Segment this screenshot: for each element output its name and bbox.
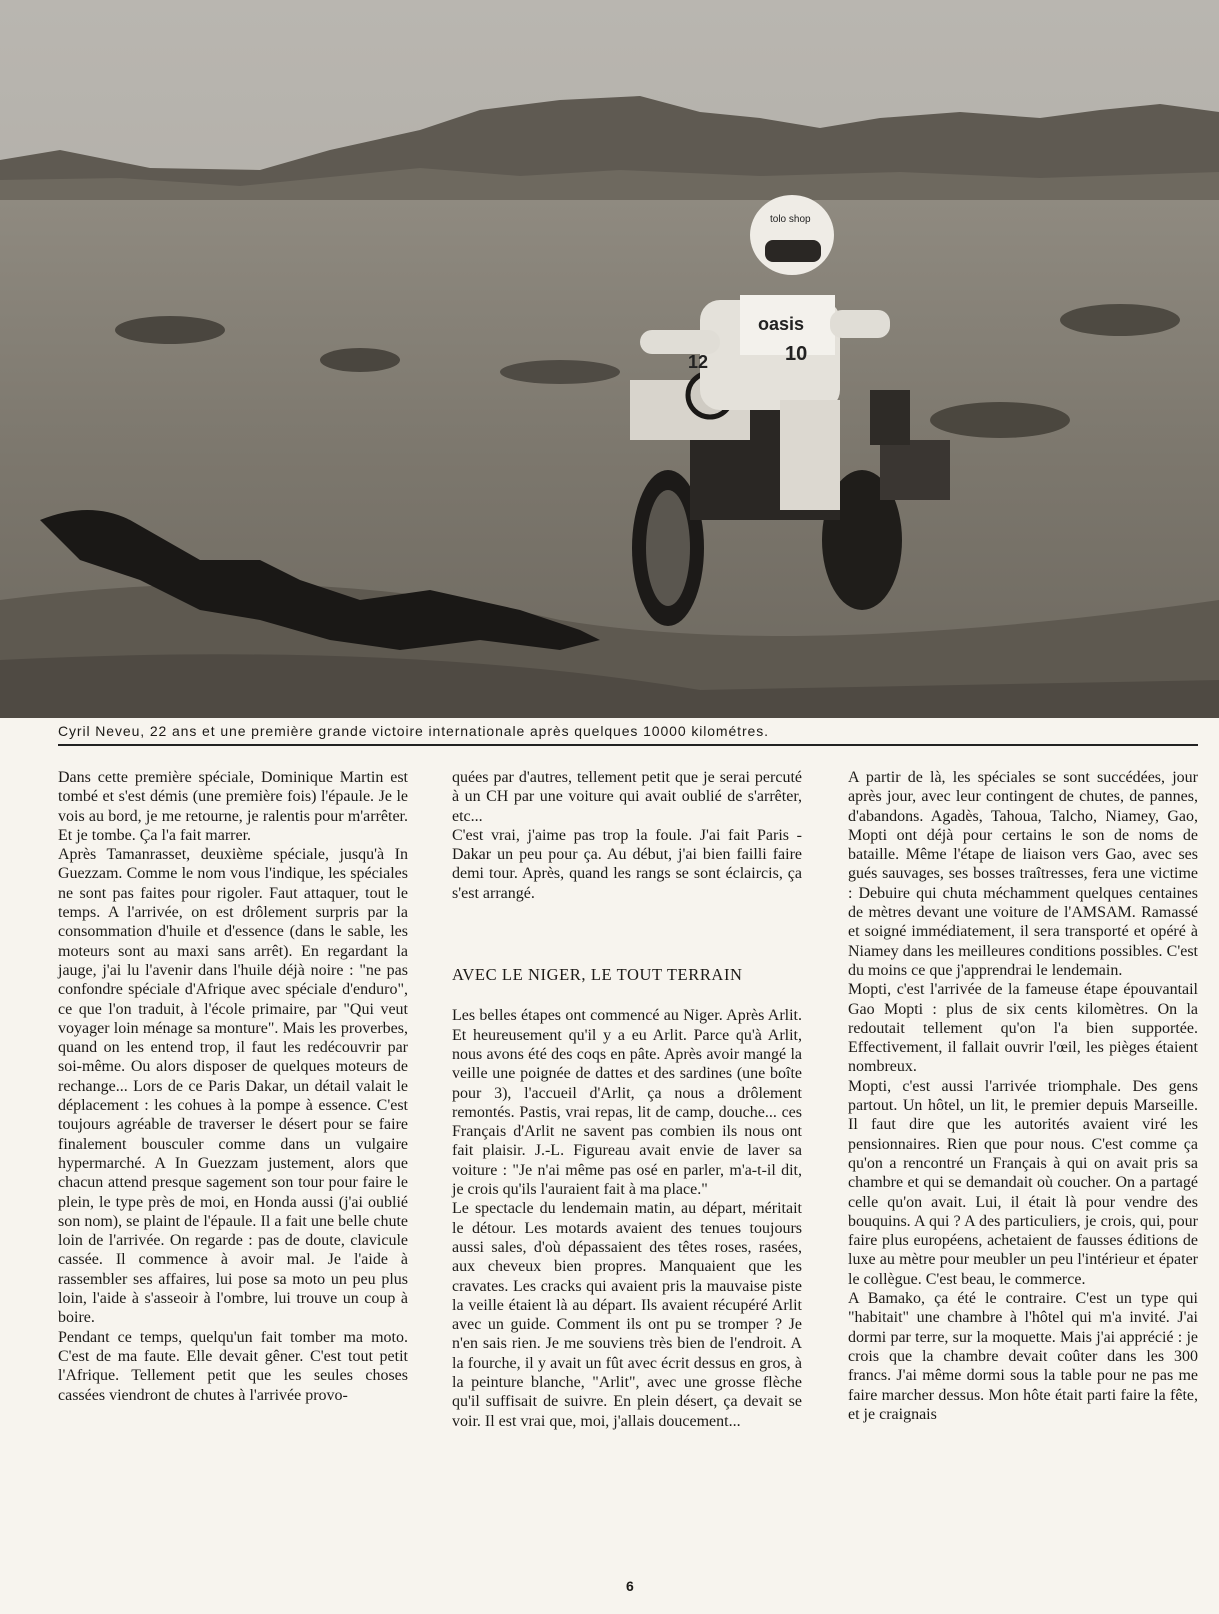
paragraph: quées par d'autres, tellement petit que je serai percuté à un CH par une voiture qui avait oublié de s'arrêter, etc... [452,769,802,825]
paragraph: C'est vrai, j'aime pas trop la foule. J'ai fait Paris - Dakar un peu pour ça. Au début, j'ai bien failli faire demi tour. Après, quand les rangs se sont éclaircis, ça s'est arrangé. [452,826,802,902]
rally-photo [0,0,1219,718]
article-column-3 [848,768,1198,1424]
paragraph: Les belles étapes ont commencé au Niger. Après Arlit. Et heureusement qu'il y a eu Arlit. Parce qu'à Arlit, nous avons été des coqs en pâte. Après avoir mangé la veille une poignée de dattes et des sardines (une boîte pour 3), l'accueil d'Arlit, ça nous a drôlement remontés. Pastis, vrai repas, lit de camp, douche... ces Français d'Arlit ne savent pas combien ils nous ont fait plaisir. J.-L. Figureau avait envie de laver sa voiture : "Je n'ai même pas osé en parler, m'a-t-il dit, je crois qu'ils l'auraient fait à ma place." [452,1007,802,1199]
paragraph: Mopti, c'est l'arrivée de la fameuse étape épouvantail Gao Mopti : plus de six cents kilomètres. On la redoutait tellement qu'on l'a bien supportée. Effectivement, il fallait ouvrir l'œil, les pièges étaient nombreux. [848,981,1198,1076]
section-heading: AVEC LE NIGER, LE TOUT TERRAIN [452,965,743,985]
paragraph: A Bamako, ça été le contraire. C'est un type qui "habitait" une chambre à l'hôtel qui m'a invité. J'ai dormi par terre, sur la moquette. Mais j'ai apprécié : je crois que la chambre devait coûter dans les 300 francs. J'ai même dormi sous la table pour ne pas me faire marcher dessus. Mon hôte était parti faire la fête, et je craignais [848,1290,1198,1423]
page-number: 6 [626,1578,634,1594]
article-column-2 [452,768,802,1431]
caption-divider [58,744,1198,746]
paragraph: Le spectacle du lendemain matin, au départ, méritait le détour. Les motards avaient des tenues toujours aussi sales, d'où dépassaient des têtes roses, rasées, aux cheveux bien propres. Manquaient que les cravates. Les cracks qui avaient pris la mauvaise piste la veille étaient là au départ. Ils avaient récupéré Arlit avec un guide. Comment ils ont pu se tromper ? Je n'en sais rien. Je me souviens très bien de l'endroit. A la fourche, il y avait un fût avec écrit dessus en gros, à la peinture blanche, "Arlit", avec une grosse flèche qu'il suffisait de suivre. En plein désert, ça devait se voir. Il est vrai que, moi, j'allais doucement... [452,1200,802,1430]
article-column-1 [58,768,408,1405]
desert-motorcycle-image [0,0,1219,718]
bib-text: oasis [758,314,805,334]
plate-number: 12 [688,352,709,372]
paragraph: Après Tamanrasset, deuxième spéciale, jusqu'à In Guezzam. Comme le nom vous l'indique, les spéciales ne sont pas faites pour rigoler. Faut attaquer, tout le temps. A l'arrivée, on est drôlement surpris par la consommation d'huile et d'essence (dans le sable, les moteurs sont au maxi sans arrêt). En regardant la jauge, j'ai lu l'avenir dans l'huile déjà noire : "ne pas confondre spéciale d'Afrique avec spéciale d'enduro", ce que l'on traduit, à l'école primaire, par "Qui veut voyager loin ménage sa monture". Mais les proverbes, quand on les entend trop, il faut les redécouvrir par soi-même. Ou alors disposer de quelques moteurs de rechange... Lors de ce Paris Dakar, un détail valait le déplacement : les cohues à la pompe à essence. C'est toujours agréable de traverser le désert pour se faire finalement bousculer comme dans un vulgaire hypermarché. A In Guezzam justement, alors que chacun attend presque sagement son tour pour faire le plein, le type près de moi, en Honda aussi (j'ai oublié son nom), se plaint de l'épaule. Il a fait une belle chute loin de l'arrivée. On regarde : pas de doute, clavicule cassée. Il commence à avoir mal. Je l'aide à rassembler ses affaires, lui pose sa moto un peu plus loin, l'aide à s'asseoir à l'ombre, lui trouve un coup à boire. [58,846,408,1327]
helmet-text: tolo shop [770,214,811,225]
photo-caption: Cyril Neveu, 22 ans et une première grande victoire internationale après quelques 10000 kilométres. [58,723,769,739]
paragraph: Pendant ce temps, quelqu'un fait tomber ma moto. C'est de ma faute. Elle devait gêner. C'est tout petit l'Afrique. Tellement petit que les seules choses cassées viendront de chutes à l'arrivée provo- [58,1328,408,1404]
paragraph: Mopti, c'est aussi l'arrivée triomphale. Des gens partout. Un hôtel, un lit, le premier depuis Marseille. Il faut dire que les autorités avaient viré les pensionnaires. Rien que pour nous. C'est comme ça qu'on a rencontré un Français à qui on avait pris sa chambre et qui se demandait où coucher. On a partagé celle qu'on avait. Lui, il était là pour vendre des bouquins. A qui ? A des particuliers, je crois, qui, pour faire plus européens, achetaient de fausses éditions de luxe au mètre pour meubler un peu l'intérieur et épater le collègue. C'est beau, le commerce. [848,1077,1198,1288]
paragraph: Dans cette première spéciale, Dominique Martin est tombé et s'est démis (une première fois) l'épaule. Je le vois au bord, je me retourne, je ralentis pour m'arrêter. Et je tombe. Ça l'a fait marrer. [58,769,408,844]
bib-number: 10 [785,343,808,365]
paragraph: A partir de là, les spéciales se sont succédées, jour après jour, avec leur contingent de chutes, de pannes, d'abandons. Agadès, Tahoua, Talcho, Niamey, Gao, Mopti ont déjà pour certains le son de noms de bataille. Même l'étape de liaison vers Gao, avec ses gués sauvages, ses bosses traîtresses, fera une victime : Debuire qui chuta méchamment quelques centaines de mètres devant une voiture de l'AMSAM. Ramassé et soigné immédiatement, il sera transporté et opéré à Niamey dans les meilleures conditions possibles. C'est du moins ce que j'apprendrai le lendemain. [848,769,1198,979]
